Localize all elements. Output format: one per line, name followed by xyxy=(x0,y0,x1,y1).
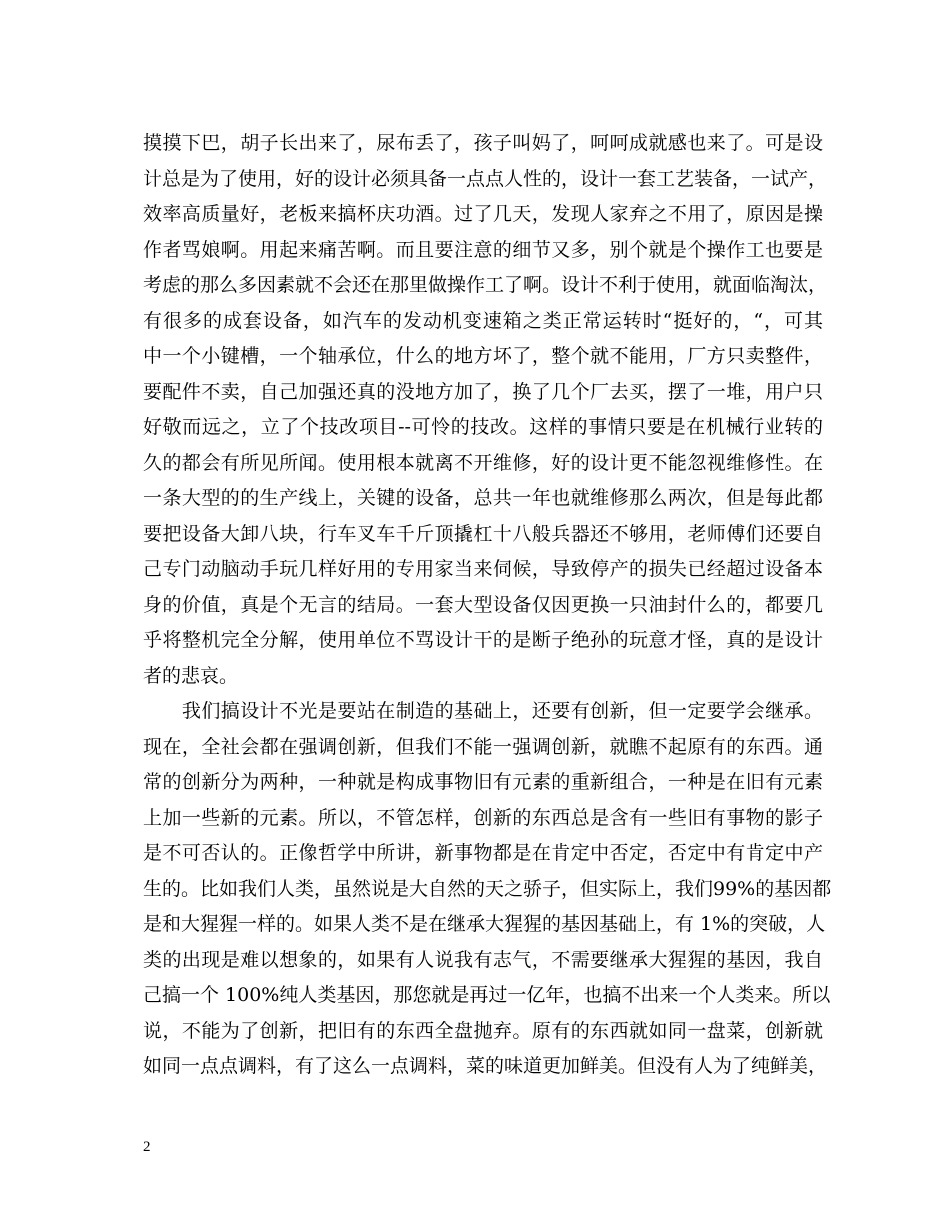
text-line: 要把设备大卸八块，行车叉车千斤顶撬杠十八般兵器还不够用，老师傅们还要自 xyxy=(143,522,823,545)
text-line: 生的。比如我们人类，虽然说是大自然的天之骄子，但实际上，我们99%的基因都 xyxy=(143,877,832,900)
text-line: 者的悲哀。 xyxy=(143,664,239,687)
text-line: 说，不能为了创新，把旧有的东西全盘抛弃。原有的东西就如同一盘菜，创新就 xyxy=(143,1019,823,1042)
text-line: 中一个小键槽，一个轴承位，什么的地方坏了，整个就不能用，厂方只卖整件， xyxy=(143,345,823,367)
body-text xyxy=(143,126,832,1085)
text-line: 是和大猩猩一样的。如果人类不是在继承大猩猩的基因基础上，有 1%的突破，人 xyxy=(143,913,826,935)
text-line: 久的都会有所见所闻。使用根本就离不开维修，好的设计更不能忽视维修性。在 xyxy=(143,451,823,474)
page-number: 2 xyxy=(143,1139,151,1155)
text-line: 是不可否认的。正像哲学中所讲，新事物都是在肯定中否定，否定中有肯定中产 xyxy=(143,842,823,864)
text-line: 作者骂娘啊。用起来痛苦啊。而且要注意的细节又多，别个就是个操作工也要是 xyxy=(143,238,823,261)
text-line: 好敬而远之，立了个技改项目--可怜的技改。这样的事情只要是在机械行业转的 xyxy=(143,416,823,438)
text-line: 乎将整机完全分解，使用单位不骂设计干的是断子绝孙的玩意才怪，真的是设计 xyxy=(143,629,823,651)
text-line: 摸摸下巴，胡子长出来了，尿布丢了，孩子叫妈了，呵呵成就感也来了。可是设 xyxy=(143,132,823,154)
text-line: 类的出现是难以想象的，如果有人说我有志气，不需要继承大猩猩的基因，我自 xyxy=(143,948,823,971)
text-line: 一条大型的的生产线上，关键的设备，总共一年也就维修那么两次，但是每此都 xyxy=(143,487,823,509)
text-line: 效率高质量好，老板来搞杯庆功酒。过了几天，发现人家弃之不用了，原因是操 xyxy=(143,203,823,225)
text-line: 要配件不卖，自己加强还真的没地方加了，换了几个厂去买，摆了一堆，用户只 xyxy=(143,380,823,403)
text-line: 计总是为了使用，好的设计必须具备一点点人性的，设计一套工艺装备，一试产， xyxy=(143,167,828,190)
text-line: 考虑的那么多因素就不会还在那里做操作工了啊。设计不利于使用，就面临淘汰， xyxy=(143,274,828,296)
text-line: 上加一些新的元素。所以，不管怎样，创新的东西总是含有一些旧有事物的影子 xyxy=(143,806,823,829)
text-line: 己搞一个 100%纯人类基因，那您就是再过一亿年，也搞不出来一个人类来。所以 xyxy=(143,984,831,1006)
text-line: 己专门动脑动手玩几样好用的专用家当来伺候，导致停产的损失已经超过设备本 xyxy=(143,558,823,580)
text-line: 身的价值，真是个无言的结局。一套大型设备仅因更换一只油封什么的，都要几 xyxy=(143,593,823,616)
text-line: 常的创新分为两种，一种就是构成事物旧有元素的重新组合，一种是在旧有元素 xyxy=(143,771,823,793)
text-line: 如同一点点调料，有了这么一点调料，菜的味道更加鲜美。但没有人为了纯鲜美， xyxy=(143,1055,828,1077)
text-line: 我们搞设计不光是要站在制造的基础上，还要有创新，但一定要学会继承。 xyxy=(143,700,823,722)
text-line: 有很多的成套设备，如汽车的发动机变速箱之类正常运转时“挺好的，“，可其 xyxy=(143,309,823,332)
text-line: 现在，全社会都在强调创新，但我们不能一强调创新，就瞧不起原有的东西。通 xyxy=(143,735,823,758)
